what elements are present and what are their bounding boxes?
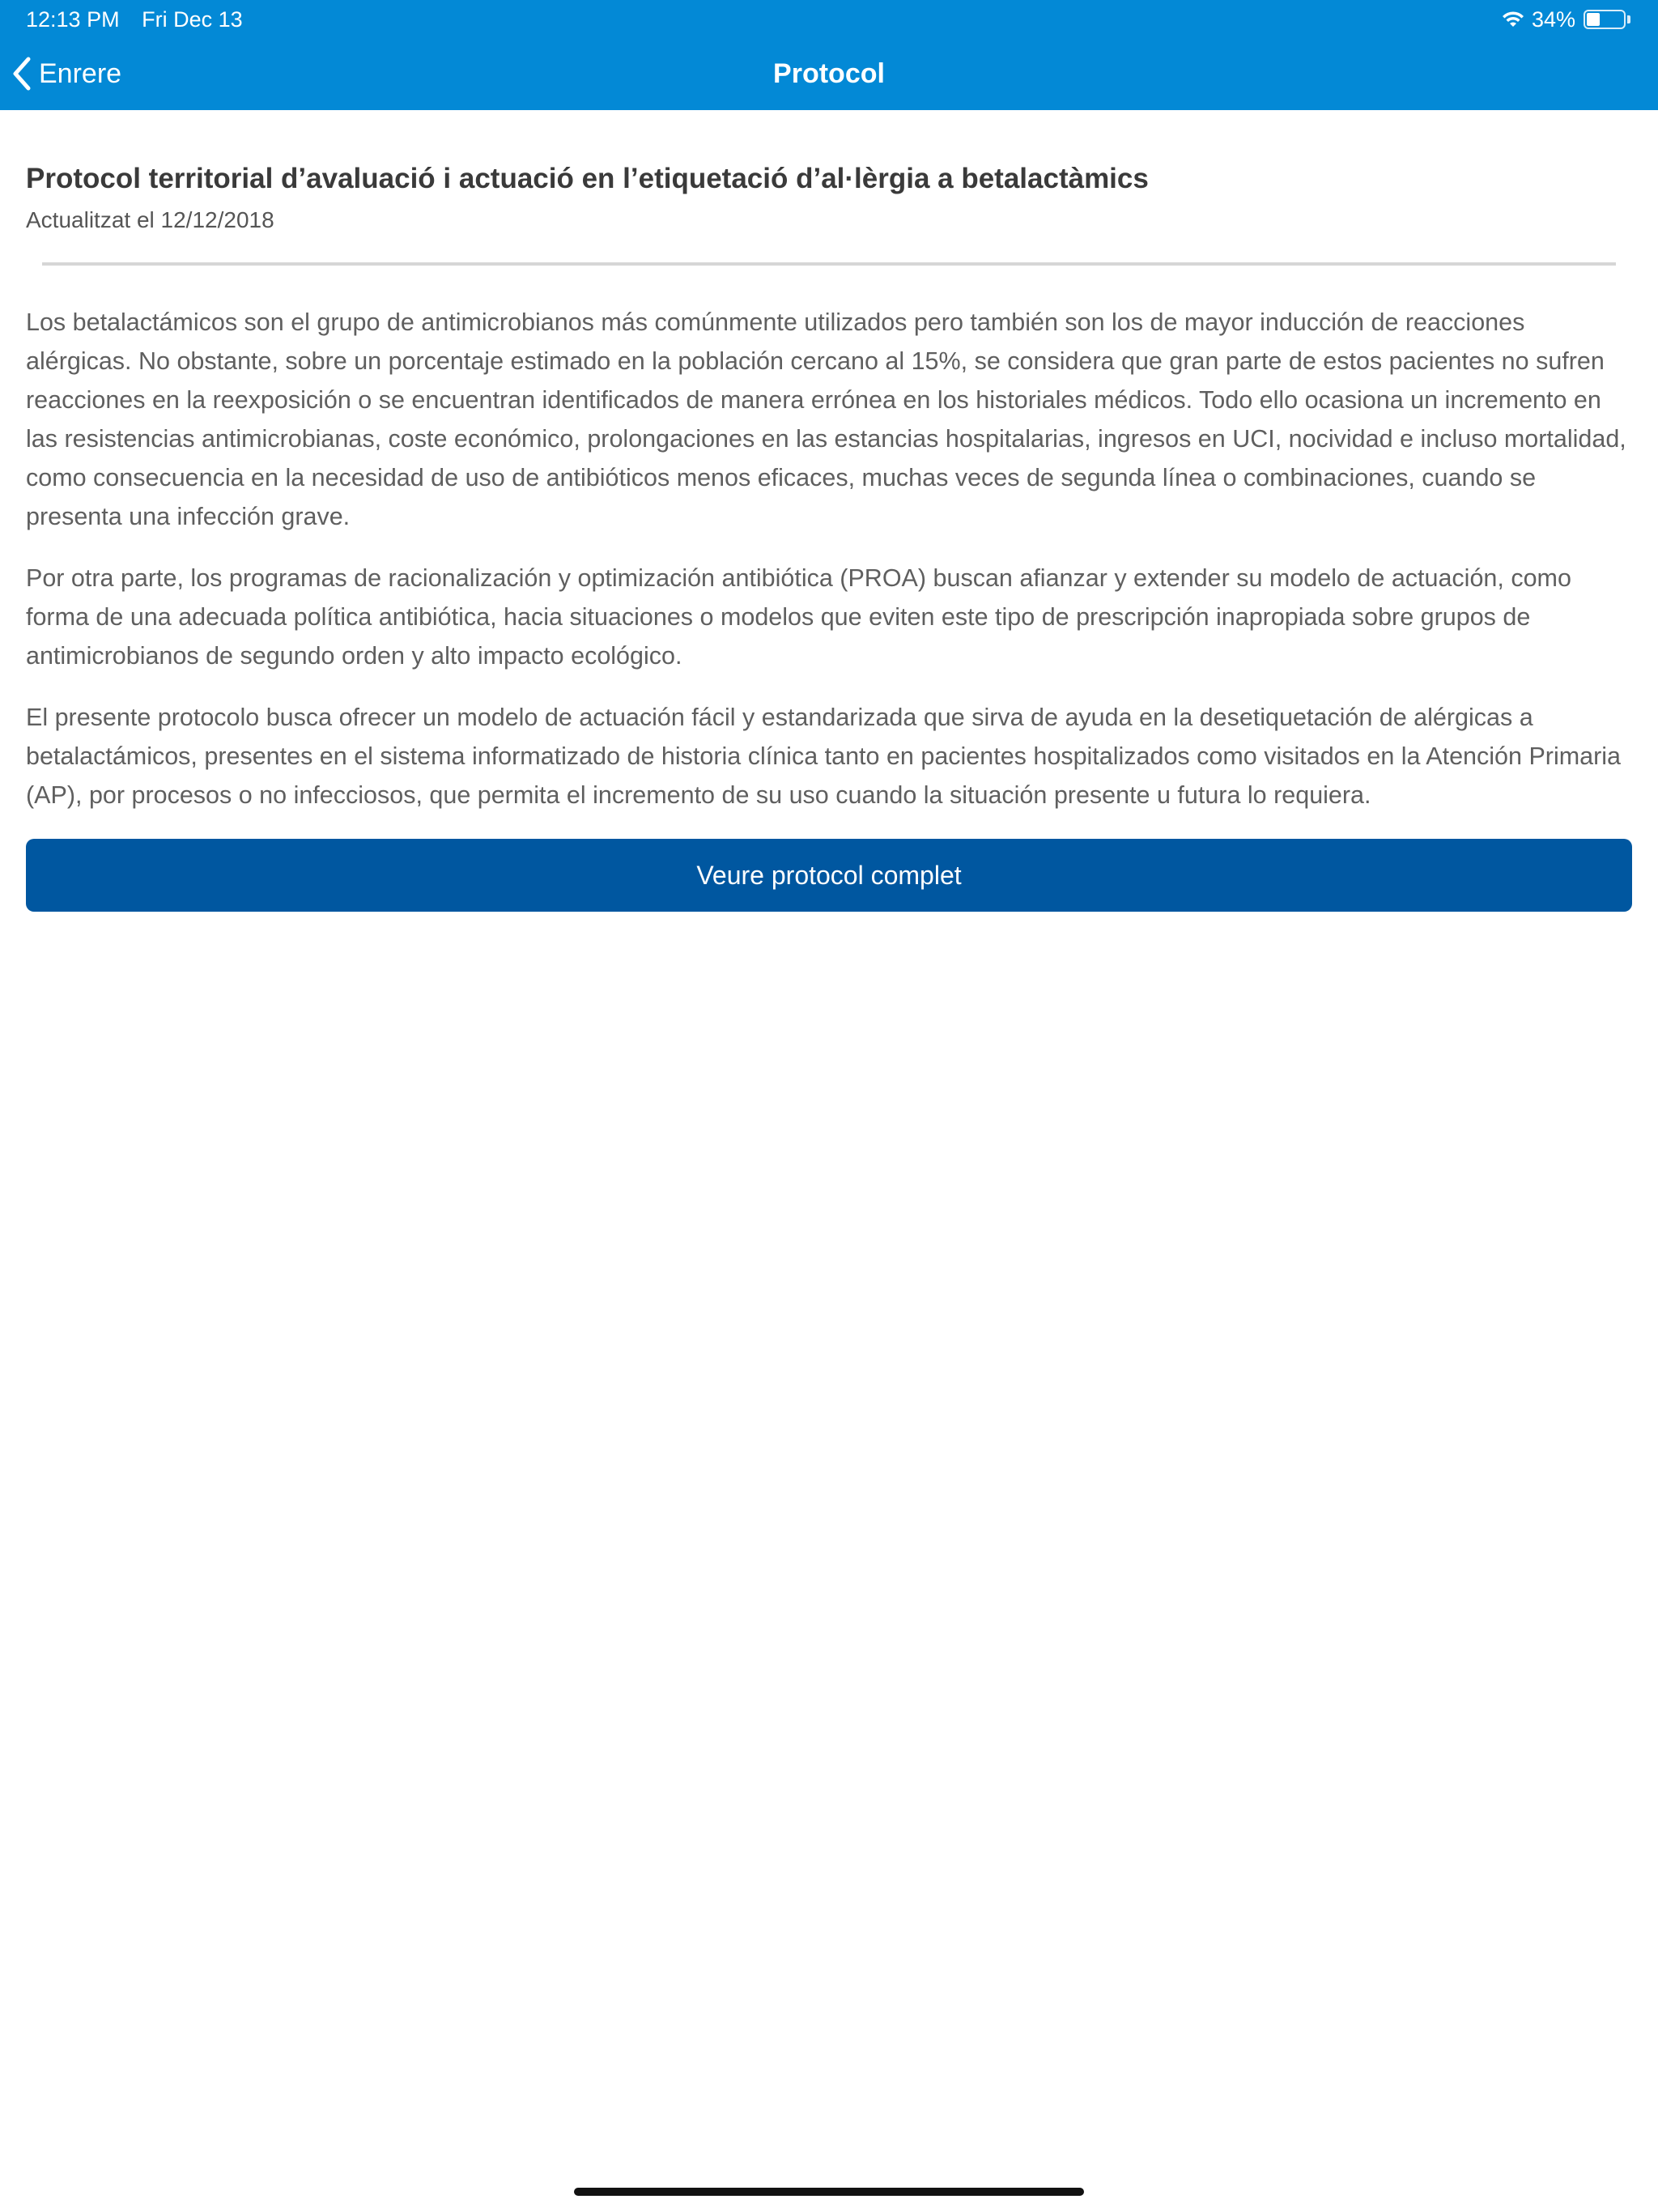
navigation-bar <box>0 0 1658 110</box>
battery-tip <box>1627 15 1630 23</box>
divider <box>42 262 1616 266</box>
status-bar-left <box>26 6 259 32</box>
battery-icon <box>1584 10 1626 29</box>
status-time: 12:13 PM <box>26 7 120 32</box>
status-date: Fri Dec 13 <box>142 7 243 32</box>
battery-percent: 34% <box>1531 6 1575 32</box>
wifi-icon <box>1501 10 1525 29</box>
status-bar-right <box>1501 6 1630 32</box>
view-full-protocol-button[interactable]: Veure protocol complet <box>26 839 1632 912</box>
updated-date: Actualitzat el 12/12/2018 <box>26 207 274 232</box>
protocol-title: Protocol territorial d’avaluació i actuació en l’etiquetació d’al·lèrgia a betalactàmics <box>26 163 1149 194</box>
protocol-paragraph: El presente protocolo busca ofrecer un modelo de actuación fácil y estandarizada que sirva de ayuda en la desetiquetación de alérgicas a betalactámicos, presentes en el sistema informatizado de historia clínica tanto en pacientes hospitalizados como visitados en la Atención Primaria (AP), por procesos o no infecciosos, que permita el incremento de su uso cuando la situación presente u futura lo requiera. <box>26 704 1621 809</box>
home-indicator[interactable] <box>574 2188 1084 2196</box>
protocol-paragraph: Por otra parte, los programas de racionalización y optimización antibiótica (PROA) buscan afianzar y extender su modelo de actuación, como forma de una adecuada política antibiótica, hacia situaciones o modelos que eviten este tipo de prescripción inapropiada sobre grupos de antimicrobianos de segundo orden y alto impacto ecológico. <box>26 564 1571 670</box>
back-button-label: Enrere <box>39 57 122 89</box>
page-title: Protocol <box>773 58 885 89</box>
protocol-detail <box>26 110 1632 912</box>
protocol-paragraph: Los betalactámicos son el grupo de antimicrobianos más comúnmente utilizados pero también son los de mayor inducción de reacciones alérgicas. No obstante, sobre un porcentaje estimado en la población cercano al 15%, se considera que gran parte de estos pacientes no sufren reacciones en la reexposición o se encuentran identificados de manera errónea en los historiales médicos. Todo ello ocasiona un incremento en las resistencias antimicrobianas, coste económico, prolongaciones en las estancias hospitalarias, ingresos en UCI, nocividad e incluso mortalidad, como consecuencia en la necesidad de uso de antibióticos menos eficaces, muchas veces de segunda línea o combinaciones, cuando se presenta una infección grave. <box>26 308 1626 530</box>
